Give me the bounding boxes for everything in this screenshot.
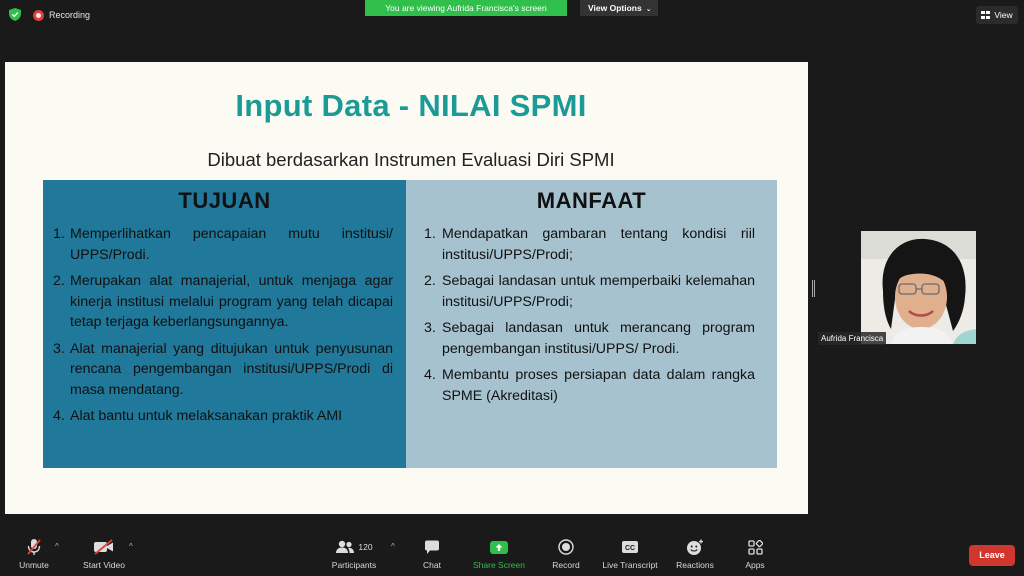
list-item: [43, 224, 406, 265]
list-item: [43, 271, 406, 333]
unmute-label: Unmute: [19, 560, 49, 570]
view-button[interactable]: [976, 6, 1018, 24]
chat-label: Chat: [423, 560, 441, 570]
reactions-button[interactable]: [672, 538, 718, 574]
item-text: Sebagai landasan untuk merancang program pengembangan institusi/UPPS/ Prodi.: [442, 320, 755, 357]
item-number: 1.: [53, 226, 65, 242]
grid-view-icon: [981, 11, 990, 19]
top-bar: [0, 0, 1024, 30]
security-shield-icon[interactable]: [9, 8, 21, 21]
tujuan-heading: TUJUAN: [178, 188, 271, 213]
video-camera-off-icon: [93, 539, 115, 555]
svg-text:CC: CC: [624, 545, 636, 552]
live-transcript-label: Live Transcript: [602, 560, 658, 570]
video-options-caret-icon[interactable]: ^: [129, 542, 133, 551]
apps-icon: [748, 540, 763, 555]
item-number: 3.: [424, 320, 436, 336]
recording-label: Recording: [49, 10, 91, 20]
start-video-button[interactable]: [78, 538, 130, 574]
slide-title: Input Data - NILAI SPMI: [235, 88, 587, 123]
chat-button[interactable]: [414, 538, 450, 574]
item-number: 2.: [424, 273, 436, 289]
chat-bubble-icon: [424, 540, 440, 555]
panel-resize-handle[interactable]: [812, 280, 815, 297]
shared-screen-slide: [5, 62, 808, 514]
share-screen-button[interactable]: [470, 538, 528, 574]
list-item: [406, 271, 777, 312]
reactions-label: Reactions: [676, 560, 714, 570]
microphone-muted-icon: [26, 538, 42, 556]
item-number: 1.: [424, 226, 436, 242]
record-label: Record: [552, 560, 580, 570]
tujuan-panel: [43, 180, 406, 468]
manfaat-panel: [406, 180, 777, 468]
item-number: 4.: [53, 408, 65, 424]
item-number: 2.: [53, 273, 65, 289]
list-item: [406, 365, 777, 406]
participants-caret-icon[interactable]: ^: [391, 542, 395, 551]
meeting-toolbar: [0, 530, 1024, 576]
record-dot-icon: [33, 10, 44, 21]
manfaat-list: [406, 224, 777, 406]
view-options-label: View Options: [588, 3, 642, 13]
view-options-button[interactable]: [580, 0, 658, 16]
unmute-button[interactable]: [14, 538, 54, 574]
item-text: Mendapatkan gambaran tentang kondisi riil institusi/UPPS/Prodi;: [442, 226, 755, 263]
item-number: 3.: [53, 340, 65, 357]
viewing-screen-banner: You are viewing Aufrida Francisca's screen: [365, 0, 567, 16]
participants-label: Participants: [331, 560, 377, 570]
manfaat-heading: MANFAAT: [536, 188, 647, 213]
chevron-down-icon: ⌄: [645, 6, 652, 13]
slide-subtitle: Dibuat berdasarkan Instrumen Evaluasi Diri SPMI: [207, 149, 615, 170]
participants-button[interactable]: [328, 538, 380, 574]
record-icon: [558, 539, 574, 555]
participant-video-tile[interactable]: [861, 231, 976, 344]
record-button[interactable]: [546, 538, 586, 574]
closed-caption-icon: [621, 540, 639, 554]
start-video-label: Start Video: [83, 560, 125, 570]
item-text: Merupakan alat manajerial, untuk menjaga agar kinerja institusi melalui program yang telah dicapai tetap terjaga keberlangsungannya.: [70, 273, 393, 330]
item-text: Membantu proses persiapan data dalam rangka SPME (Akreditasi): [442, 367, 755, 404]
participant-name-tag: Aufrida Francisca: [818, 332, 886, 345]
participants-icon: [335, 540, 355, 554]
share-screen-label: Share Screen: [473, 560, 525, 570]
apps-button[interactable]: [738, 538, 772, 574]
participant-video-image: [861, 231, 976, 344]
live-transcript-button[interactable]: [600, 538, 660, 574]
audio-options-caret-icon[interactable]: ^: [55, 542, 59, 551]
list-item: [43, 339, 406, 401]
leave-button[interactable]: Leave: [969, 545, 1015, 566]
item-number: 4.: [424, 367, 436, 383]
item-text: Alat bantu untuk melaksanakan praktik AMI: [70, 408, 343, 424]
list-item: [406, 318, 777, 359]
item-text: Memperlihatkan pencapaian mutu institusi/ UPPS/Prodi.: [70, 226, 393, 263]
list-item: [406, 224, 777, 265]
view-label: View: [994, 10, 1013, 20]
list-item: [43, 406, 406, 427]
apps-label: Apps: [745, 560, 765, 570]
item-text: Alat manajerial yang ditujukan untuk penyusunan rencana pengembangan institusi/UPPS/Prodi di masa mendatang.: [70, 340, 393, 398]
share-screen-icon: [489, 540, 509, 555]
reactions-emoji-icon: [686, 539, 704, 556]
recording-indicator[interactable]: [33, 8, 90, 22]
participant-count: 120: [358, 542, 373, 552]
tujuan-list: [43, 224, 406, 427]
item-text: Sebagai landasan untuk memperbaiki kelemahan institusi/UPPS/Prodi;: [442, 273, 755, 310]
